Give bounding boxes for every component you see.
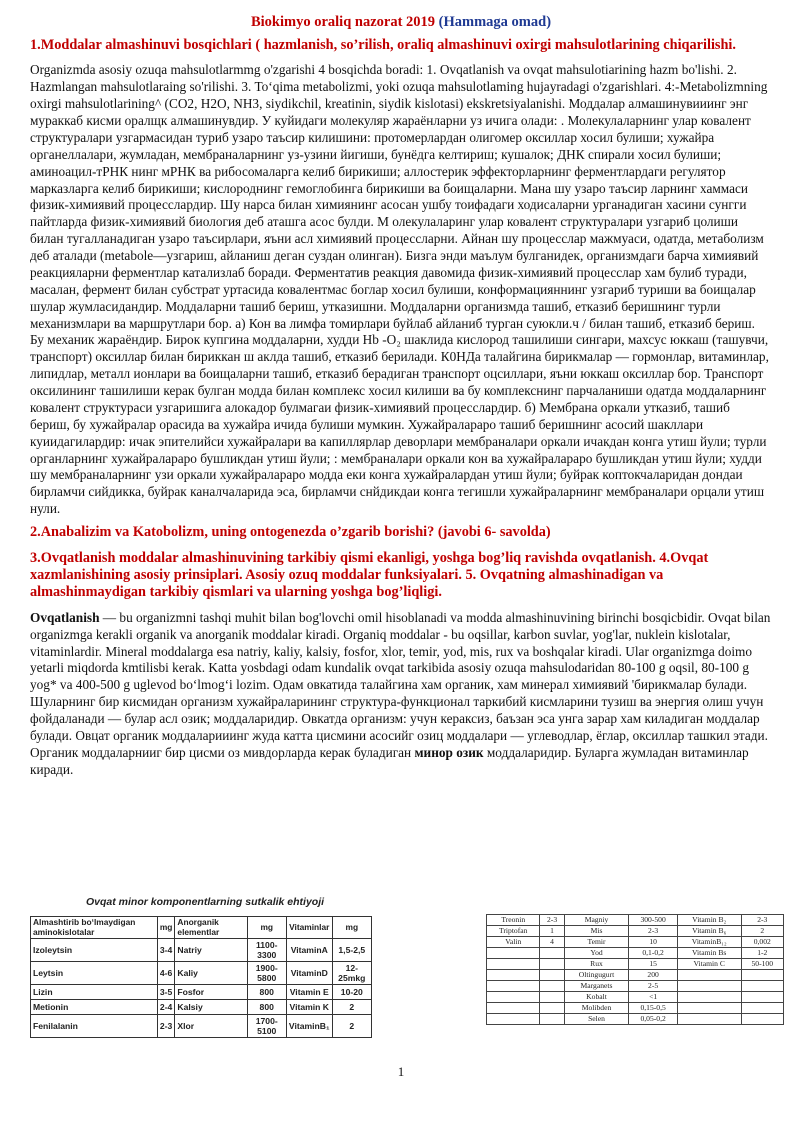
table2-cell: Selen xyxy=(564,1014,629,1025)
table1-cell: Vitamin E xyxy=(286,985,332,1000)
table2-cell xyxy=(540,992,564,1003)
table1-cell: VitaminB₁ xyxy=(286,1015,332,1038)
table2-cell: Oltingugurt xyxy=(564,970,629,981)
table2-cell: Triptofan xyxy=(487,926,540,937)
table1-cell: Metionin xyxy=(31,1000,158,1015)
section3-heading: 3.Ovqatlanish moddalar almashinuvining tarkibiy qismi ekanligi, yoshga bog’liq ravishda ovqatlanish. 4.Ovqat xazmlanishining asosiy prinsiplari. Asosiy ozuq moddalar funksiyalari. 5. Ovqatning almashinadigan va almashinmaydigan tarkibiy qismlari va ularning yoshga bog’liqligi. xyxy=(30,549,709,601)
table1-cell: Kalsiy xyxy=(175,1000,247,1015)
table2-cell xyxy=(741,981,783,992)
section2-heading: 2.Anabalizim va Katobolizm, uning ontogenezda o’zgarib borishi? (javobi 6- savolda) xyxy=(30,524,551,541)
table1-cell: 3-4 xyxy=(157,939,175,962)
table2-cell: Yod xyxy=(564,948,629,959)
table2-row xyxy=(487,959,784,970)
table2-cell xyxy=(677,992,741,1003)
table2-cell xyxy=(487,981,540,992)
section3-text-a: — bu organizmni tashqi muhit bilan bog'lovchi omil hisoblanadi va modda almashinuvining birinchi bosqicbidir. Ovqat bilan organizmga kerakli organik va anorganik moddalar kiradi. Organiq moddalar - bu oqsillar, karbon suvlar, yog'lar, nuklein kislotalar, vitaminlardir. Mineral moddalarga esa natriy, kaliy, kalsiy, fosfor, xlor, temir, yod, mis, rux va boshqalar kiradi. Ular organizmga doimo yetarli miqdorda kmtilisbi kerak. Katta yosbdagi odam kundalik ovqat tarkibida asosiy ozuqa mahsulodaridan 80-100 g oqsil, 80-100 g yog* va 400-500 g uglevod bo‘lmog‘i lozim. Одам овкатида талайгина хам органик, хам минерал химиявий 'бирикмалар булади. Шуларнинг бир кисмидан организм хужайраларининг структура-функционал таркибий кисмларини тузиш ва энергия олиш учун фойдаланади — булар асл озик; моддаларидир. Овкатда организм: учун кераксиз, баъзан эса унга зарар хам киладиган моддалар булади. Овцат органик моддаларииинг жуда катта цисмини асосийг озиц моддалари — углеводлар, ёглар, оксиллар ташкил этади. Органик моддаларнииг бир цисми оз мивдорларда керак буладиган xyxy=(30,609,771,760)
section1-body: Organizmda asosiy ozuqa mahsulotlarmmg o'zgarishi 4 bosqichda boradi: 1. Ovqatlanish va ovqat mahsulotiarining hazm bo'lishi. 2. Hazmlangan mahsulotlaraing so'rilishi. 3. To‘qima metabolizmi, yoki ozuqa mahsulotlaming hujayradagi o'zgarishlari. 4:-Metabolizmning oxirgi mahsulotlarining^ (CO2, H2O, NH3, siydikchil, kreatinin, siydik kislotasi) ekskretsiyalanishi. Моддалар алмашинувииинг энг мураккаб кисми оралщк алмашинувдир. У куйидаги молекуляр жараёнларни уз ичига олади: . Молекулаларнинг улар ковалент структуралари узгармасидан туриб узаро таъсир килишини: протомерлардан олигомер оксиллар хосил булиши; хужайра органеллалари, жумладан, мембраналарнинг уз-узини йигиши, бунёдга келтириш; кушалок; ДНК спирали хосил булиши; аминоацил-тРНК нинг мРНК ва рибосомаларга келиб бирикиши; аллостерик эффекторларнинг ферментлардаги регулятор марказларга келиб бирикиши; кислороднинг гемоглобинга бирикиши ва боищаларни. Мана шу узаро таъсир ларнинг хаммаси физик-химиявий процесслардир. Шу нарса билан химиянинг асосан ушбу тоифадаги ходисаларни урганадиган хасини сунгги пайтларда физик-химиявий биология деб аташга асос булди. М олекулаларинг улар ковалент структуралари узгариб цолиши билан тугалланадиган узаро таъсирлари, яъни асл химиявий процессларни. Айнан шу процесслар мажмуаси, одатда, метаболизм деб аталади (metabole—узгариш, айланиш деган суздан олинган). Бизга энди маълум булганидек, организмдаги барча химиявий реакцияларни ферментлар катализлаб боради. Ферментатив реакция давомида физик-химиявий процесслар хам булиб туради, масалан, фермент билан субстрат уртасида ковалентмас боглар хосил булиши, конформацияннинг узгариб туриши ва боищалар шулар жумласидандир. Моддаларни ташиб бериш, утказишни. Моддаларни организмда ташиб, етказиб беришнинг турли механизмлари ва маршрутлари бор. а) Кон ва лимфа томирлари буйлаб айланиб турган суюкли.ч / билан ташиб, етказиб бериш. Бу механик жараёндир. Бирок купгина моддаларни, худди Hb -O₂ шаклида кислород ташилиши сингари, махсус юккаш (ташувчи, транспорт) оксиллар билан бириккан ш аклда ташиб, етказиб берилади. К0НДа талайгина бирикмалар — гормонлар, витаминлар, липидлар, металл ионлари ва боищаларни ташиб, етказиб берадиган транспорт оцсиллари, яъни юккаш оксиллар бор. Транспорт оксилининг ташилиши керак булган модда билан комплекс хосил килиши ва бу комплекснинг парчаланиши одатда моддаларнинг ковалент структураси узгаришига алокадор булмагаи физик-химиявий процесслардир. б) Мембрана оркали утказиб, ташиб бериш, бу хужайралар орасида ва хужайра ичида булиши мумкин. Хужайралараро ташиб беришнинг асосий шакллари куиидагилардир: ичак эпителийси хужайралари ва капиллярлар деворлари мембраналари оркали ичакдан конга утиш йули; турли органларнинг хужайралараро бушликдан утиш йули; : мембраналари оркали кон ва хужайралараро бушликдан утиш йули; худди шу мембраналарнинг узи оркали хужайралараро модда еки конга хужайралардан утиш йули; буйрак коптокчаларидан дондаи бирламчи сийдикка, буйрак каналчаларида эса, бирламчи снйдикдаи конга тегишли хужайраларнинг мембраналари орцали утиш нули. xyxy=(30,62,769,517)
table1-cell: 4-6 xyxy=(157,962,175,985)
table2-row xyxy=(487,992,784,1003)
table2-cell: 1 xyxy=(540,926,564,937)
page-number: 1 xyxy=(397,1064,405,1079)
table2-cell: 15 xyxy=(629,959,678,970)
table1-cell: VitaminA xyxy=(286,939,332,962)
table2-cell: 2 xyxy=(741,926,783,937)
table2-row xyxy=(487,1014,784,1025)
table2-cell: 10 xyxy=(629,937,678,948)
table1-cell: 10-20 xyxy=(332,985,371,1000)
table1-cell: Leytsin xyxy=(31,962,158,985)
table2-cell: Vitamin B₆ xyxy=(677,926,741,937)
table2-cell: Marganets xyxy=(564,981,629,992)
table1-cell: 1100- 3300 xyxy=(247,939,286,962)
table2-cell xyxy=(540,959,564,970)
table2-row xyxy=(487,915,784,926)
table1-cell: 2 xyxy=(332,1000,371,1015)
table2-row xyxy=(487,937,784,948)
table2-cell: 200 xyxy=(629,970,678,981)
table2-cell: <1 xyxy=(629,992,678,1003)
table2-cell: Temir xyxy=(564,937,629,948)
table2-cell: Molibden xyxy=(564,1003,629,1014)
table1-header-cell: mg xyxy=(247,917,286,939)
section3-lead: Ovqatlanish xyxy=(30,609,100,625)
table2-cell xyxy=(540,948,564,959)
section3-text-b: моддаларидир. Буларга жумладан витаминлар киради. xyxy=(30,744,749,777)
table1-cell: 2-4 xyxy=(157,1000,175,1015)
table2-cell: 4 xyxy=(540,937,564,948)
table2-cell: Rux xyxy=(564,959,629,970)
table1-row xyxy=(31,985,372,1000)
table2-row xyxy=(487,948,784,959)
table1-cell: Xlor xyxy=(175,1015,247,1038)
table1-cell: 1900-5800 xyxy=(247,962,286,985)
title-note: (Hammaga omad) xyxy=(438,14,552,30)
document-page xyxy=(30,14,774,1079)
table2-cell: 0,15-0,5 xyxy=(629,1003,678,1014)
tables-area xyxy=(30,894,772,1044)
table2-cell xyxy=(487,948,540,959)
table2-row xyxy=(487,926,784,937)
table1-cell: 800 xyxy=(247,985,286,1000)
table2-cell xyxy=(741,1014,783,1025)
table1-cell: Kaliy xyxy=(175,962,247,985)
table2-cell: Treonin xyxy=(487,915,540,926)
table1-cell: 1,5-2,5 xyxy=(332,939,371,962)
table2-cell: Valin xyxy=(487,937,540,948)
table1-cell: 1700- 5100 xyxy=(247,1015,286,1038)
table2-cell: Vitamin B₂ xyxy=(677,915,741,926)
table2-cell: 2-3 xyxy=(741,915,783,926)
table1-cell: Fosfor xyxy=(175,985,247,1000)
table1-row xyxy=(31,939,372,962)
table2-row xyxy=(487,981,784,992)
table2-cell xyxy=(487,970,540,981)
table1-header-cell: Vitaminlar xyxy=(286,917,332,939)
table1-cell: 2-3 xyxy=(157,1015,175,1038)
table2-cell xyxy=(540,981,564,992)
table1-header-cell: mg xyxy=(332,917,371,939)
title-main: Biokimyo oraliq nazorat 2019 xyxy=(250,14,436,30)
table1-body xyxy=(31,939,372,1038)
table1-header-cell: mg xyxy=(157,917,175,939)
table2-cell: 1-2 xyxy=(741,948,783,959)
table1-cell: Fenilalanin xyxy=(31,1015,158,1038)
table2-cell: 50-100 xyxy=(741,959,783,970)
table2-cell: Vitamin Bs xyxy=(677,948,741,959)
table2-cell xyxy=(677,1003,741,1014)
page-title xyxy=(30,14,772,31)
table2 xyxy=(486,914,784,1025)
table1-row xyxy=(31,962,372,985)
table2-cell: 2-3 xyxy=(629,926,678,937)
table1-row xyxy=(31,1000,372,1015)
table2-cell xyxy=(487,1014,540,1025)
table1-cell: 2 xyxy=(332,1015,371,1038)
table1-cell: Lizin xyxy=(31,985,158,1000)
table2-cell xyxy=(677,981,741,992)
table1-cell: 3-5 xyxy=(157,985,175,1000)
table2-body xyxy=(487,915,784,1025)
table1-header-cell: Anorganik elementlar xyxy=(175,917,247,939)
table2-cell xyxy=(741,1003,783,1014)
table2-cell xyxy=(677,1014,741,1025)
table1-cell: 800 xyxy=(247,1000,286,1015)
table2-row xyxy=(487,970,784,981)
table2-cell xyxy=(487,1003,540,1014)
table2-cell: Kobalt xyxy=(564,992,629,1003)
table2-row xyxy=(487,1003,784,1014)
table2-cell: 0,05-0,2 xyxy=(629,1014,678,1025)
table2-cell xyxy=(487,959,540,970)
table2-cell xyxy=(540,970,564,981)
table1-cell: Izoleytsin xyxy=(31,939,158,962)
table2-cell: 0,1-0,2 xyxy=(629,948,678,959)
table2-cell: 0,002 xyxy=(741,937,783,948)
table2-cell xyxy=(540,1003,564,1014)
table1-caption: Ovqat minor komponentlarning sutkalik ehtiyoji xyxy=(86,896,325,908)
table2-cell: Mis xyxy=(564,926,629,937)
table1-cell: Vitamin K xyxy=(286,1000,332,1015)
table2-cell: 2-3 xyxy=(540,915,564,926)
table2-cell xyxy=(487,992,540,1003)
table2-cell xyxy=(741,992,783,1003)
table1-cell: Natriy xyxy=(175,939,247,962)
section3-body xyxy=(30,610,772,779)
section3-bold-term: минор озик xyxy=(414,744,484,760)
table2-cell: 300-500 xyxy=(629,915,678,926)
table1-header-cell: Almashtirib bo‘lmaydigan aminokislotalar xyxy=(31,917,158,939)
table1-cell: VitaminD xyxy=(286,962,332,985)
table2-cell: Magniy xyxy=(564,915,629,926)
table2-cell: 2-5 xyxy=(629,981,678,992)
table2-cell xyxy=(677,970,741,981)
table2-cell xyxy=(741,970,783,981)
table2-cell: VitaminB₁₂ xyxy=(677,937,741,948)
table1-header-row xyxy=(31,917,372,939)
table1-row xyxy=(31,1015,372,1038)
table1 xyxy=(30,916,372,1038)
table2-cell: Vitamin C xyxy=(677,959,741,970)
table1-cell: 12-25mkg xyxy=(332,962,371,985)
section1-heading: 1.Moddalar almashinuvi bosqichlari ( hazmlanish, so’rilish, oraliq almashinuvi oxirgi mahsulotlarining chiqarilishi. xyxy=(30,37,736,53)
table2-cell xyxy=(540,1014,564,1025)
